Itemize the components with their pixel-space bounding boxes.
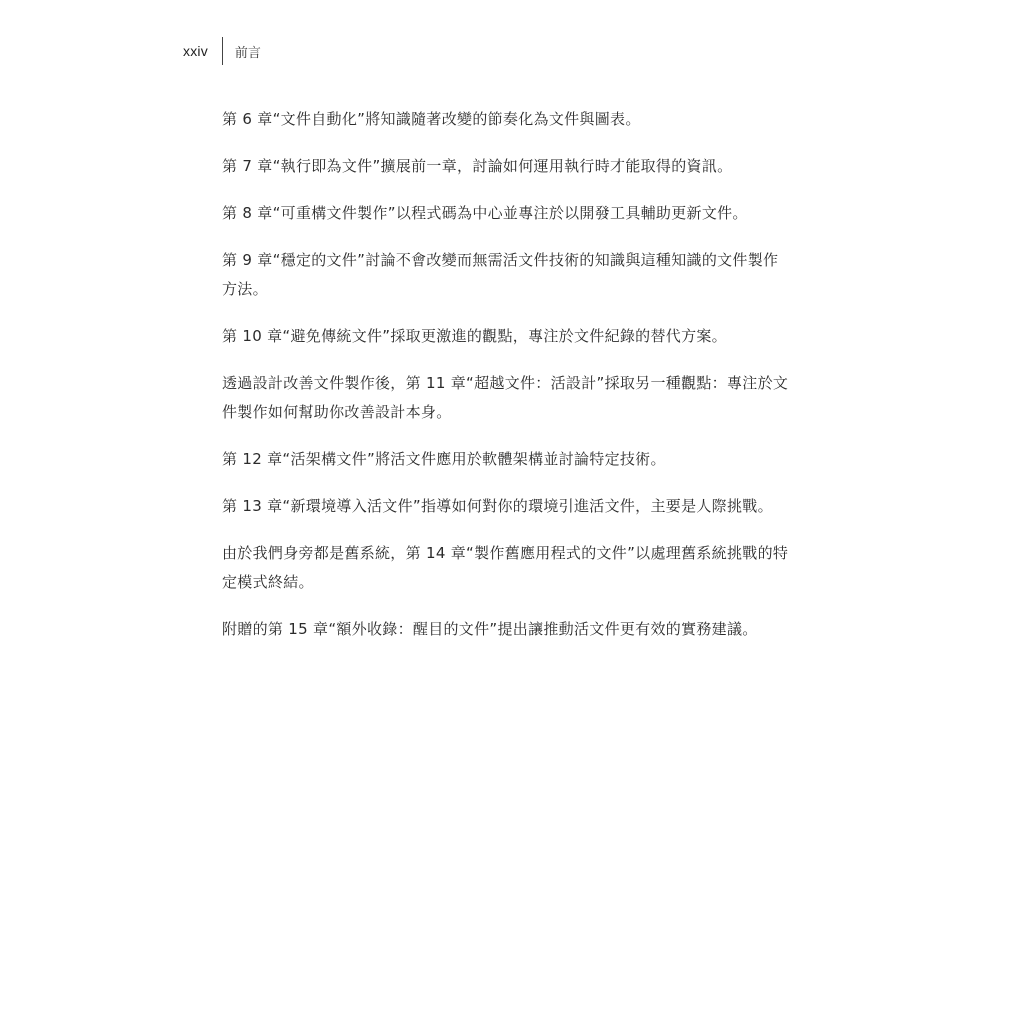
paragraph-chapter-11: 透過設計改善文件製作後，第 11 章“超越文件：活設計”採取另一種觀點：專注於文件製作如何幫助你改善設計本身。 bbox=[222, 374, 789, 421]
paragraph-chapter-8: 第 8 章“可重構文件製作”以程式碼為中心並專注於以開發工具輔助更新文件。 bbox=[222, 204, 748, 222]
section-name: 前言 bbox=[234, 45, 261, 61]
paragraph-chapter-13: 第 13 章“新環境導入活文件”指導如何對你的環境引進活文件，主要是人際挑戰。 bbox=[222, 497, 773, 515]
paragraph-chapter-14: 由於我們身旁都是舊系統，第 14 章“製作舊應用程式的文件”以處理舊系統挑戰的特定模式終結。 bbox=[222, 544, 789, 591]
paragraph-chapter-12: 第 12 章“活架構文件”將活文件應用於軟體架構並討論特定技術。 bbox=[222, 450, 666, 468]
page-body bbox=[222, 105, 790, 662]
page-number: xxiv bbox=[183, 43, 208, 59]
running-header bbox=[183, 36, 261, 66]
paragraph-chapter-15: 附贈的第 15 章“額外收錄：醒目的文件”提出讓推動活文件更有效的實務建議。 bbox=[222, 620, 758, 638]
paragraph-chapter-7: 第 7 章“執行即為文件”擴展前一章，討論如何運用執行時才能取得的資訊。 bbox=[222, 157, 733, 175]
paragraph-chapter-9: 第 9 章“穩定的文件”討論不會改變而無需活文件技術的知識與這種知識的文件製作方法。 bbox=[222, 251, 779, 298]
paragraph-chapter-10: 第 10 章“避免傳統文件”採取更激進的觀點，專注於文件紀錄的替代方案。 bbox=[222, 327, 727, 345]
header-divider bbox=[222, 37, 223, 65]
paragraph-chapter-6: 第 6 章“文件自動化”將知識隨著改變的節奏化為文件與圖表。 bbox=[222, 110, 641, 128]
